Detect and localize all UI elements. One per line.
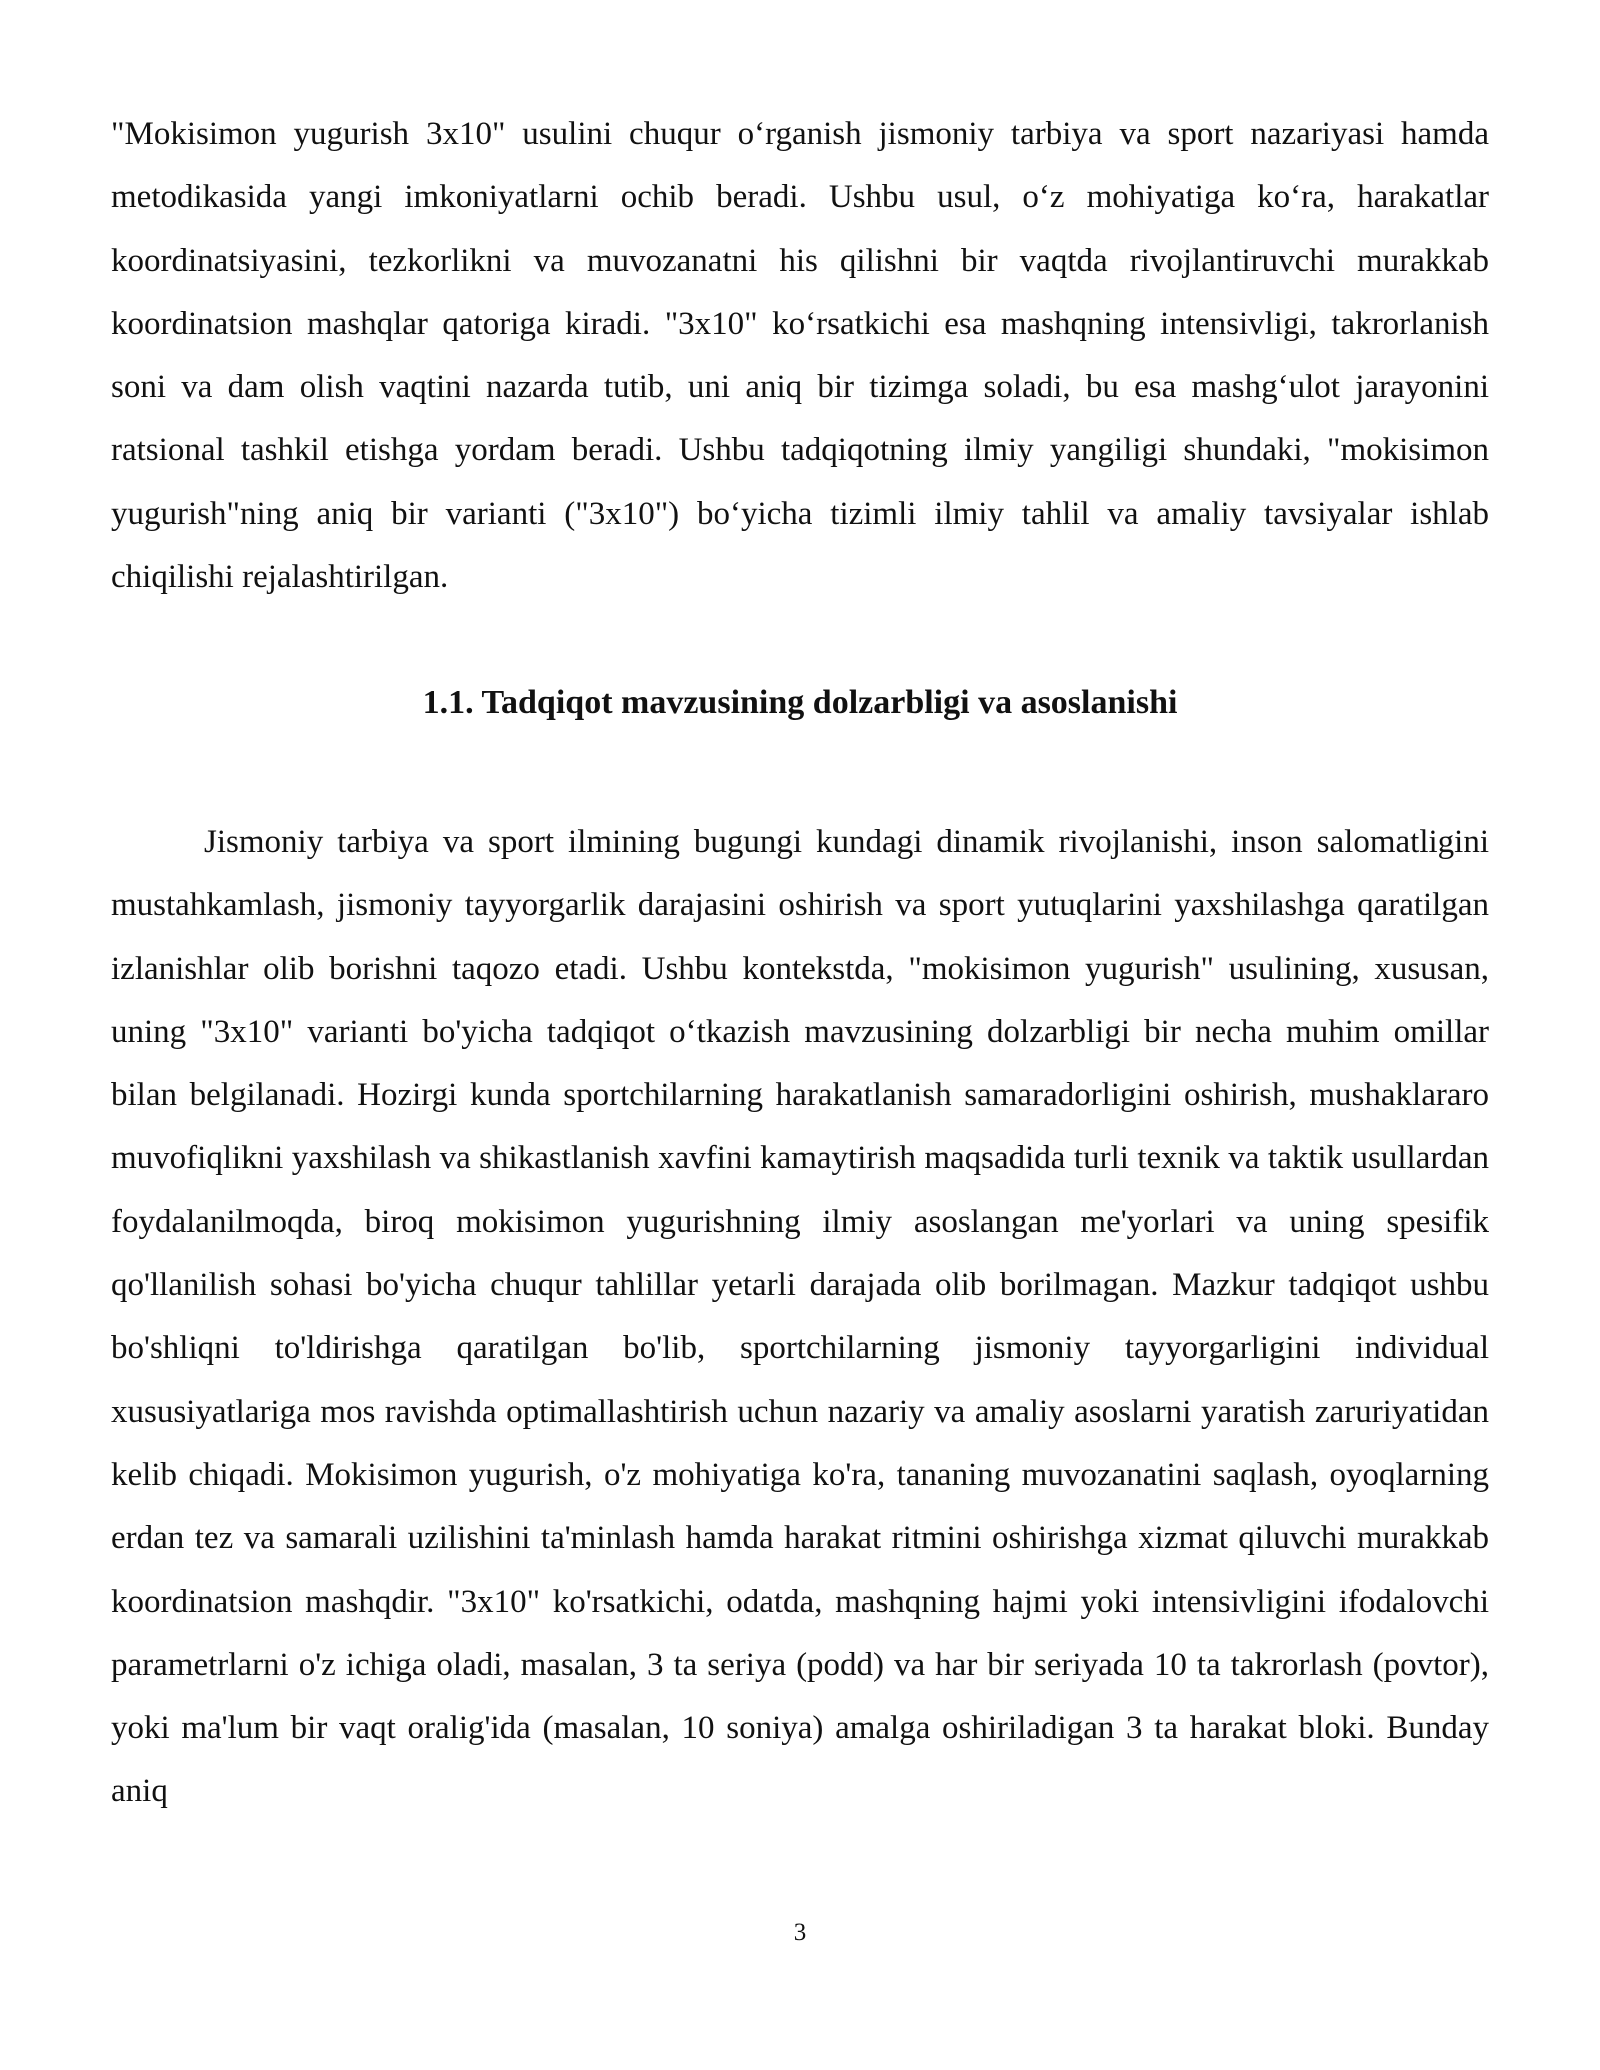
page-number: 3: [793, 1919, 807, 1946]
paragraph-relevance: Jismoniy tarbiya va sport ilmining bugungi kundagi dinamik rivojlanishi, inson salomatligini mustahkamlash, jismoniy tayyorgarlik darajasini oshirish va sport yutuqlarini yaxshilashga qaratilgan izlanishlar olib borishni taqozo etadi. Ushbu kontekstda, "mokisimon yugurish" usulining, xususan, uning "3x10" varianti bo'yicha tadqiqot o‘tkazish mavzusining dolzarbligi bir necha muhim omillar bilan belgilanadi. Hozirgi kunda sportchilarning harakatlanish samaradorligini oshirish, mushaklararo muvofiqlikni yaxshilash va shikastlanish xavfini kamaytirish maqsadida turli texnik va taktik usullardan foydalanilmoqda, biroq mokisimon yugurishning ilmiy asoslangan me'yorlari va uning spesifik qo'llanilish sohasi bo'yicha chuqur tahlillar yetarli darajada olib borilmagan. Mazkur tadqiqot ushbu bo'shliqni to'ldirishga qaratilgan bo'lib, sportchilarning jismoniy tayyorgarligini individual xususiyatlariga mos ravishda optimallashtirish uchun nazariy va amaliy asoslarni yaratish zaruriyatidan kelib chiqadi. Mokisimon yugurish, o'z mohiyatiga ko'ra, tananing muvozanatini saqlash, oyoqlarning erdan tez va samarali uzilishini ta'minlash hamda harakat ritmini oshirishga xizmat qiluvchi murakkab koordinatsion mashqdir. "3x10" ko'rsatkichi, odatda, mashqning hajmi yoki intensivligini ifodalovchi parametrlarni o'z ichiga oladi, masalan, 3 ta seriya (podd) va har bir seriyada 10 ta takrorlash (povtor), yoki ma'lum bir vaqt oralig'ida (masalan, 10 soniya) amalga oshiriladigan 3 ta harakat bloki. Bunday aniq: [111, 824, 1489, 1810]
paragraph-intro: "Mokisimon yugurish 3x10" usulini chuqur o‘rganish jismoniy tarbiya va sport nazariyasi hamda metodikasida yangi imkoniyatlarni ochib beradi. Ushbu usul, o‘z mohiyatiga ko‘ra, harakatlar koordinatsiyasini, tezkorlikni va muvozanatni his qilishni bir vaqtda rivojlantiruvchi murakkab koordinatsion mashqlar qatoriga kiradi. "3x10" ko‘rsatkichi esa mashqning intensivligi, takrorlanish soni va dam olish vaqtini nazarda tutib, uni aniq bir tizimga soladi, bu esa mashg‘ulot jarayonini ratsional tashkil etishga yordam beradi. Ushbu tadqiqotning ilmiy yangiligi shundaki, "mokisimon yugurish"ning aniq bir varianti ("3x10") bo‘yicha tizimli ilmiy tahlil va amaliy tavsiyalar ishlab chiqilishi rejalashtirilgan.: [111, 116, 1489, 596]
section-heading: 1.1. Tadqiqot mavzusining dolzarbligi va asoslanishi: [422, 684, 1178, 721]
